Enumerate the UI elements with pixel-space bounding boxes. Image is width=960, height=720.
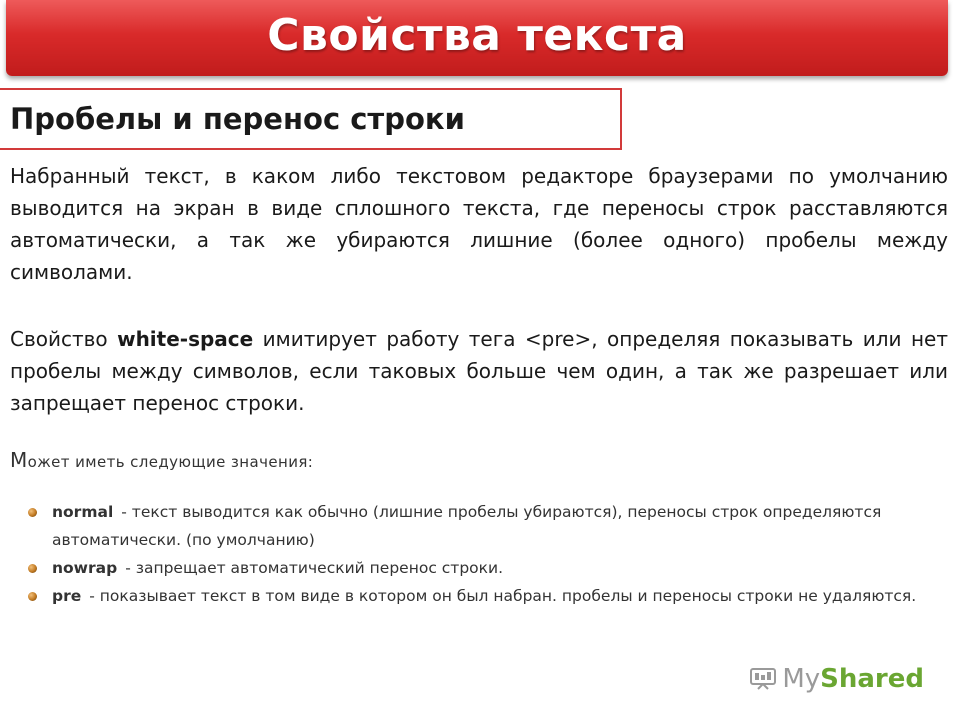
slide-subtitle: Пробелы и перенос строки [10,102,465,136]
watermark [750,664,924,694]
paragraph-white-space [10,323,948,419]
value-description-normal: - текст выводится как обычно (лишние пробелы убираются), переносы строк определяются автоматически. (по умолчанию) [52,503,882,549]
list-item [10,554,950,582]
subtitle-box [0,88,622,150]
values-intro-first-letter: М [10,448,28,472]
white-space-term: white-space [117,327,254,351]
values-block [10,448,950,610]
slide-title: Свойства текста [267,9,687,61]
value-term-pre: pre [52,587,82,605]
value-description-pre: - показывает текст в том виде в котором он был набран. пробелы и переносы строки не удаляются. [89,587,917,605]
title-bar [6,0,948,76]
bullet-icon [28,592,37,601]
value-description-nowrap: - запрещает автоматический перенос строки. [125,559,504,577]
list-item [10,582,950,610]
paragraph-white-space-before: Свойство [10,327,118,351]
value-term-nowrap: nowrap [52,559,118,577]
presentation-board-icon [750,668,776,690]
bullet-icon [28,508,37,517]
watermark-brand-shared: Shared [820,664,924,694]
values-list [10,498,950,610]
bullet-icon [28,564,37,573]
list-item [10,498,950,554]
value-term-normal: normal [52,503,114,521]
values-intro [10,448,950,472]
paragraph-intro: Набранный текст, в каком либо текстовом редакторе браузерами по умолчанию выводится на экран в виде сплошного текста, где переносы строк расставляются автоматически, а так же убираются лишние (более одного) пробелы между символами. [10,164,948,284]
paragraph-white-space-after: имитирует работу тега <pre>, определяя показывать или нет пробелы между символов, если таковых больше чем один, а так же разрешает или запрещает перенос строки. [10,327,948,415]
watermark-brand-my: My [782,664,821,694]
values-intro-text: ожет иметь следующие значения: [27,453,314,471]
